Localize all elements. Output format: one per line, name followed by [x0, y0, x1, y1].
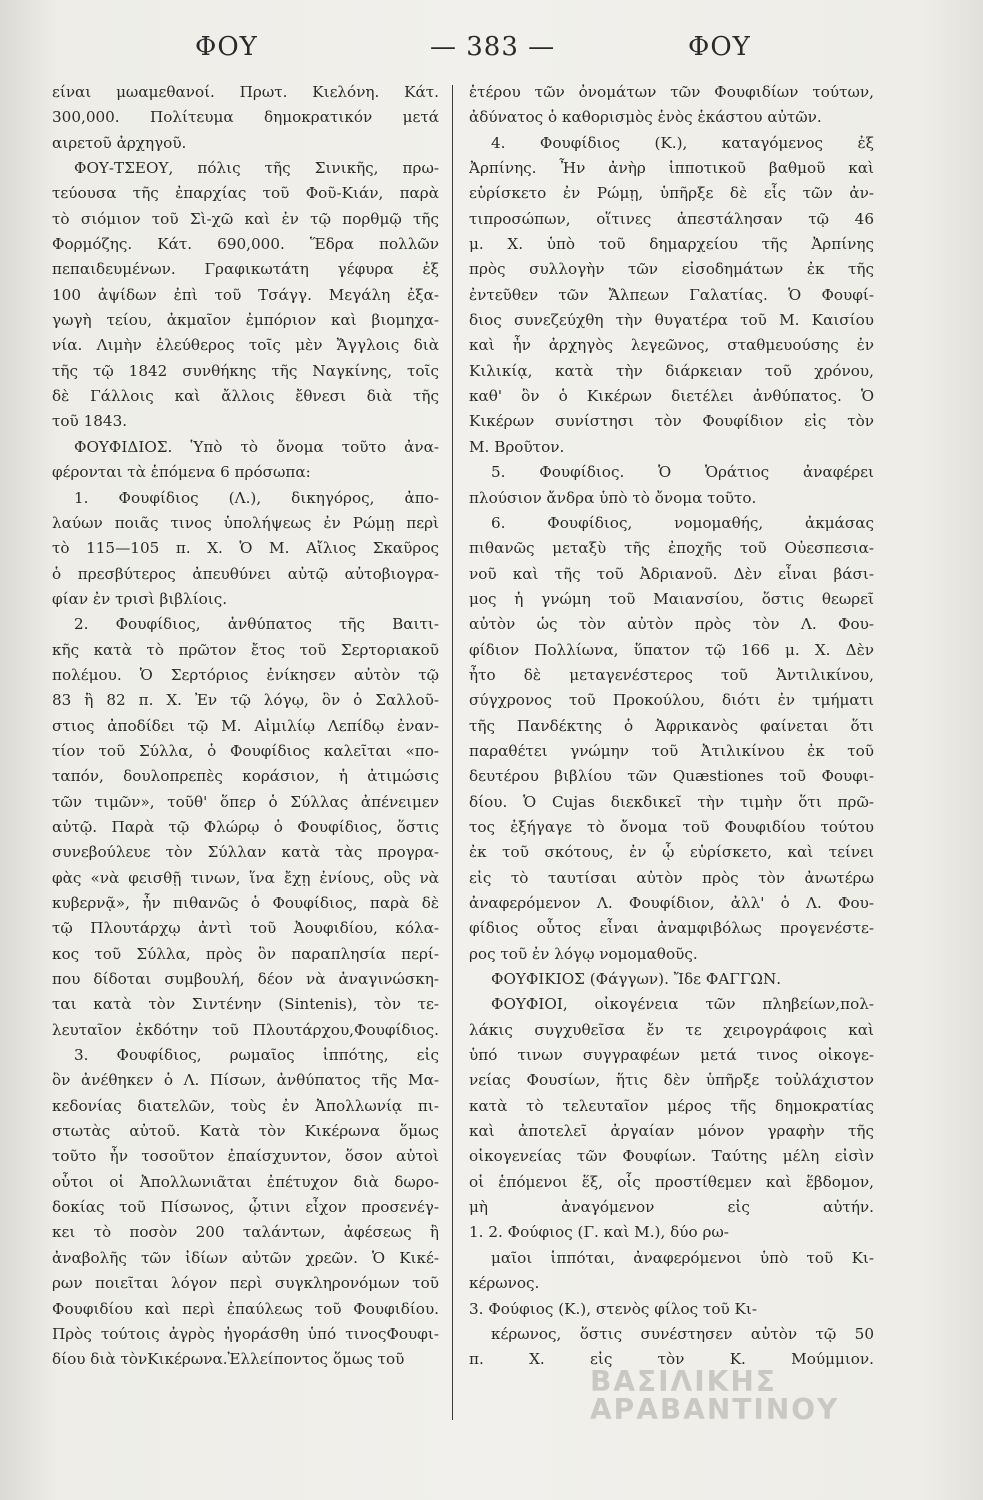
text-line: Πρὸς τούτοις ἀγρὸς ἠγοράσθη ὑπό τινοςΦουφι- [52, 1324, 439, 1343]
text-line: ἐντεῦθεν τῶν Ἄλπεων Γαλατίας. Ὁ Φουφί- [469, 285, 874, 304]
text-line: μος ἡ γνώμη τοῦ Μαιανσίου, ὅστις θεωρεῖ [469, 589, 874, 608]
text-line: τος ἐξήγαγε τὸ ὄνομα τοῦ Φουφιδίου τούτου [469, 817, 874, 836]
text-line: λαύων ποιᾶς τινος ὑπολήψεως ἐν Ρώμῃ περὶ [52, 513, 439, 532]
text-line: Φορμόζης. Κάτ. 690,000. Ἕδρα πολλῶν [52, 235, 439, 254]
text-line: 6. Φουφίδιος, νομομαθής, ἀκμάσας [491, 513, 874, 532]
text-line: οἰκογενείας τῶν Φουφίων. Ταύτης μέλη εἰσὶν [469, 1147, 874, 1166]
text-line: φίδιον Πολλίωνα, ὕπατον τῷ 166 μ. Χ. Δὲν [469, 640, 874, 659]
text-line: 100 ἀψίδων ἐπὶ τοῦ Τσάγγ. Μεγάλη ἐξα- [52, 285, 439, 304]
text-line: αιρετοῦ ἀρχηγοῦ. [52, 133, 187, 152]
text-line: 1. Φουφίδιος (Λ.), δικηγόρος, ἀπο- [74, 488, 439, 507]
text-line: μὴ ἀναγόμενον εἰς αὐτήν. [469, 1198, 874, 1217]
page-number: — 383 — [430, 32, 556, 62]
text-line: 300,000. Πολίτευμα δημοκρατικόν μετά [52, 108, 439, 127]
text-line: φὰς «νὰ φεισθῇ τινων, ἵνα ἔχῃ ἐνίους, οὓς νὰ [52, 868, 439, 887]
text-line: τὸ 115—105 π. Χ. Ὁ Μ. Αἴλιος Σκαῦρος [52, 539, 439, 558]
text-line: 1. 2. Φούφιος (Γ. καὶ Μ.), δύο ρω- [469, 1223, 729, 1242]
text-line: μ. Χ. ὑπὸ τοῦ δημαρχείου τῆς Ἀρπίνης [469, 235, 874, 254]
text-line: εἰς τὸ ταυτίσαι αὐτὸν πρὸς τὸν ἀνωτέρω [469, 868, 874, 887]
text-line: καὶ ἀποτελεῖ ἀργαίαν μόνον γραφὴν τῆς [469, 1122, 874, 1141]
header-right: ΦΟΥ [688, 32, 751, 62]
text-line: ἀναβολῆς τῶν ἰδίων αὐτῶν χρεῶν. Ὁ Κικέ- [52, 1248, 439, 1267]
text-line: τίον τοῦ Σύλλα, ὁ Φουφίδιος καλεῖται «πο- [52, 741, 439, 760]
text-line: ἦτο δὲ μεταγενέστερος τοῦ Ἀντιλικίνου, [469, 665, 874, 684]
text-line: νοῦ καὶ τῆς τοῦ Ἀδριανοῦ. Δὲν εἶναι βάσι- [469, 564, 874, 583]
text-line: λευταῖον ἐκδότην τοῦ Πλουτάρχου,Φουφίδιος. [52, 1020, 439, 1039]
text-line: ΦΟΥΦΙΔΙΟΣ. Ὑπὸ τὸ ὄνομα τοῦτο ἀνα- [74, 437, 439, 456]
text-line: ταπόν, δουλοπρεπὲς κοράσιον, ἡ ἀτιμώσις [52, 767, 439, 786]
text-line: στωτὰς αὐτοῦ. Κατὰ τὸν Κικέρωνα ὅμως [52, 1122, 439, 1141]
text-line: πιθανῶς μεταξὺ τῆς ἐποχῆς τοῦ Οὐεσπεσια- [469, 539, 874, 558]
text-line: ΦΟΥ-ΤΣΕΟΥ, πόλις τῆς Σινικῆς, πρω- [74, 159, 439, 178]
text-line: τῶν τιμῶν», τοῦθ' ὅπερ ὁ Σύλλας ἀπένειμεν [52, 792, 439, 811]
text-line: Μ. Βροῦτον. [469, 437, 565, 456]
running-header [40, 32, 920, 72]
text-line: οἱ ἑπόμενοι ἕξ, οἷς προστίθεμεν καὶ ἕβδομον, [469, 1172, 874, 1191]
text-line: ἀναφερόμενον Λ. Φουφίδιον, ἀλλ' ὁ Λ. Φου- [469, 894, 874, 912]
text-line: πρὸς συλλογὴν τῶν εἰσοδημάτων ἐκ τῆς [469, 260, 874, 279]
text-line: φίδιος οὗτος εἶναι ἀναμφιβόλως προγενέστε- [469, 919, 874, 938]
text-line: φέρονται τὰ ἑπόμενα 6 πρόσωπα: [52, 463, 311, 482]
right-column [469, 80, 874, 1373]
text-line: αὐτῷ. Παρὰ τῷ Φλώρῳ ὁ Φουφίδιος, ὅστις [52, 817, 439, 836]
text-line: ἐκ τοῦ σκότους, ἐν ᾧ εὑρίσκετο, καὶ τείνει [469, 843, 874, 862]
text-line: αὐτὸν ὡς τὸν αὐτὸν πρὸς τὸν Λ. Φου- [469, 615, 874, 634]
text-line: στιος ἀποδίδει τῷ Μ. Αἰμιλίῳ Λεπίδῳ ἐναν- [52, 716, 439, 735]
text-line: καθ' ὃν ὁ Κικέρων διετέλει ἀνθύπατος. Ὁ [469, 387, 874, 406]
text-line: διος συνεζεύχθη τὴν θυγατέρα τοῦ Μ. Καισίου [469, 311, 874, 330]
text-line: δοκίας τοῦ Πίσωνος, ᾧτινι εἶχον προσενέγ- [52, 1198, 439, 1217]
text-line: δευτέρου βιβλίου τῶν Quæstiones τοῦ Φουφι- [469, 767, 874, 786]
text-line: τῆς τῷ 1842 συνθήκης τῆς Ναγκίνης, τοῖς [52, 361, 439, 380]
text-line: ται κατὰ τὸν Σιντένην (Sintenis), τὸν τε- [52, 995, 439, 1014]
text-line: κέρωνος. [469, 1274, 540, 1293]
text-line: τὸ σιόμιον τοῦ Σὶ-χῶ καὶ ἐν τῷ πορθμῷ τῆς [52, 209, 439, 228]
text-line: π. Χ. εἰς τὸν Κ. Μούμμιον. [469, 1350, 874, 1369]
text-line: κει τὸ ποσὸν 200 ταλάντων, ἀφέσεως ἢ [52, 1223, 439, 1242]
text-line: παραθέτει γνώμην τοῦ Ἀτιλικίνου ἐκ τοῦ [469, 741, 874, 760]
library-watermark: ΒΑΣΙΛΙΚΗΣ ΑΡΑΒΑΝΤΙΝΟΥ [590, 1365, 840, 1426]
text-line: Φουφιδίου καὶ περὶ ἐπαύλεως τοῦ Φουφιδίου. [52, 1299, 439, 1318]
text-line: 3. Φούφιος (Κ.), στενὸς φίλος τοῦ Κι- [469, 1299, 757, 1318]
text-line: είναι μωαμεθανοί. Πρωτ. Κιελόνη. Κάτ. [52, 83, 439, 101]
text-line: 4. Φουφίδιος (Κ.), καταγόμενος ἐξ [491, 133, 874, 152]
text-line: σύγχρονος τοῦ Προκούλου, διότι ἐν τμήματι [469, 691, 874, 710]
text-line: τεύουσα τῆς ἐπαρχίας τοῦ Φοῦ-Κιάν, παρὰ [52, 184, 439, 203]
text-line: φίαν ἐν τρισὶ βιβλίοις. [52, 589, 228, 608]
text-line: κατὰ τὸ τελευταῖον μέρος τῆς δημοκρατίας [469, 1096, 874, 1115]
text-line: εὑρίσκετο ἐν Ρώμῃ, ὑπῆρξε δὲ εἷς τῶν ἀν- [469, 184, 874, 203]
text-line: τοῦ 1843. [52, 412, 128, 431]
text-line: ἑτέρου τῶν ὀνομάτων τῶν Φουφιδίων τούτων, [469, 83, 874, 101]
text-line: κεδονίας διατελῶν, τοὺς ἐν Ἀπολλωνίᾳ πι- [52, 1096, 439, 1115]
text-line: ὃν ἀνέθηκεν ὁ Λ. Πίσων, ἀνθύπατος τῆς Μα- [52, 1071, 439, 1090]
text-line: ΦΟΥΦΙΟΙ, οἰκογένεια τῶν πληβείων,πολ- [491, 995, 874, 1014]
text-line: καὶ ἦν ἀρχηγὸς λεγεῶνος, σταθμευούσης ἐν [469, 336, 874, 355]
text-line: δὲ Γάλλοις καὶ ἄλλοις ἔθνεσι διὰ τῆς [52, 387, 439, 406]
text-line: λάκις συγχυθεῖσα ἔν τε χειρογράφοις καὶ [469, 1020, 874, 1039]
text-line: τιπροσώπων, οἵτινες ἀπεστάλησαν τῷ 46 [469, 209, 874, 228]
text-line: οὗτοι οἱ Ἀπολλωνιᾶται ἐπέτυχον διὰ δωρο- [52, 1172, 439, 1191]
text-line: συνεβούλευε τὸν Σύλλαν κατὰ τὰς προγρα- [52, 843, 439, 862]
text-line: δίου. Ὁ Cujas διεκδικεῖ τὴν τιμὴν ὅτι πρῶ- [469, 792, 874, 811]
text-line: 3. Φουφίδιος, ρωμαῖος ἱππότης, εἰς [74, 1046, 439, 1065]
text-line: Κικέρων συνίστησι τὸν Φουφίδιον εἰς τὸν [469, 412, 874, 431]
text-line: ρων ποιεῖται λόγον περὶ συγκληρονόμων τοῦ [52, 1274, 439, 1293]
text-line: κέρωνος, ὅστις συνέστησεν αὐτὸν τῷ 50 [491, 1324, 874, 1343]
text-line: 83 ἢ 82 π. Χ. Ἐν τῷ λόγῳ, ὃν ὁ Σαλλοῦ- [52, 691, 439, 710]
left-column [52, 80, 439, 1373]
text-line: ὑπό τινων συγγραφέων μετά τινος οἰκογε- [469, 1046, 874, 1065]
text-line: Κιλικίᾳ, κατὰ τὴν διάρκειαν τοῦ χρόνου, [469, 361, 874, 380]
text-line: 5. Φουφίδιος. Ὁ Ὁράτιος ἀναφέρει [491, 463, 874, 482]
column-divider [452, 85, 453, 1420]
text-line: τοῦτο ἦν τοσοῦτον ἐπαίσχυντον, ὅσον αὐτοὶ [52, 1147, 439, 1166]
text-line: πολέμου. Ὁ Σερτόριος ἐνίκησεν αὐτὸν τῷ [52, 665, 439, 684]
text-line: δίου διὰ τὸνΚικέρωνα.Ἐλλείποντος ὅμως τοῦ [52, 1350, 405, 1369]
text-line: τῆς Πανδέκτης ὁ Ἀφρικανὸς φαίνεται ὅτι [469, 716, 874, 735]
text-line: ὁ πρεσβύτερος ἀπευθύνει αὐτῷ αὐτοβιογρα- [52, 564, 439, 583]
text-line: νία. Λιμὴν ἐλεύθερος τοῖς μὲν Ἄγγλοις διὰ [52, 336, 439, 355]
text-line: κυβερνᾷ», ἦν πιθανῶς ὁ Φουφίδιος, παρὰ δὲ [52, 894, 439, 912]
text-line: ΦΟΥΦΙΚΙΟΣ (Φάγγων). Ἴδε ΦΑΓΓΩΝ. [491, 970, 782, 989]
text-line: που δίδοται συμβουλή, δέον νὰ ἀναγινώσκη- [52, 970, 439, 989]
text-line: γωγὴ τείου, ἀκμαῖον ἐμπόριον καὶ βιομηχα- [52, 311, 439, 330]
text-line: Ἀρπίνης. Ἦν ἀνὴρ ἱπποτικοῦ βαθμοῦ καὶ [469, 159, 874, 178]
text-line: ἀδύνατος ὁ καθορισμὸς ἑνὸς ἑκάστου αὐτῶν. [469, 108, 822, 127]
text-line: ρος τοῦ ἐν λόγῳ νομομαθοῦς. [469, 944, 698, 963]
text-line: πλούσιον ἄνδρα ὑπὸ τὸ ὄνομα τοῦτο. [469, 488, 757, 507]
text-line: 2. Φουφίδιος, ἀνθύπατος τῆς Βαιτι- [74, 615, 439, 634]
text-line: πεπαιδευμένων. Γραφικωτάτη γέφυρα ἐξ [52, 260, 439, 279]
text-line: μαῖοι ἱππόται, ἀναφερόμενοι ὑπὸ τοῦ Κι- [491, 1248, 874, 1267]
text-line: κῆς κατὰ τὸ πρῶτον ἔτος τοῦ Σερτοριακοῦ [52, 640, 439, 659]
text-line: τῷ Πλουτάρχῳ ἀντὶ τοῦ Ἀουφιδίου, κόλα- [52, 919, 439, 938]
text-line: νείας Φουσίων, ἥτις δὲν ὑπῆρξε τοὐλάχιστον [469, 1071, 874, 1090]
text-line: κος τοῦ Σύλλα, πρὸς ὃν παραπλησία περί- [52, 944, 439, 963]
header-left: ΦΟΥ [195, 32, 258, 62]
